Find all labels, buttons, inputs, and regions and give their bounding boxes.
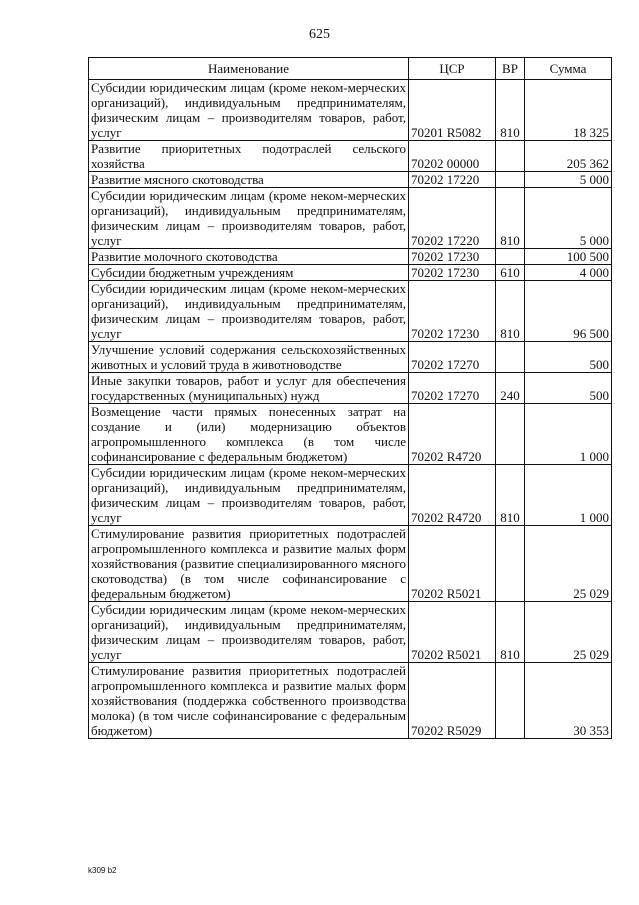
row-sum: 25 029 [525, 526, 612, 602]
row-vr: 240 [496, 373, 525, 404]
table-row [89, 80, 612, 141]
row-sum: 4 000 [525, 265, 612, 281]
row-vr [496, 526, 525, 602]
row-code: 70202 R5021 [409, 526, 496, 602]
row-name: Субсидии юридическим лицам (кроме неком-мерческих организаций), индивидуальным предпринимателям, физическим лицам – производителям товаров, работ, услуг [89, 188, 409, 249]
row-name: Развитие приоритетных подотраслей сельского хозяйства [89, 141, 409, 172]
row-vr [496, 663, 525, 739]
row-code: 70202 17270 [409, 373, 496, 404]
row-vr: 810 [496, 281, 525, 342]
row-code: 70202 17230 [409, 249, 496, 265]
row-name: Субсидии юридическим лицам (кроме неком-мерческих организаций), индивидуальным предпринимателям, физическим лицам – производителям товаров, работ, услуг [89, 281, 409, 342]
row-sum: 205 362 [525, 141, 612, 172]
table-row [89, 188, 612, 249]
row-vr: 810 [496, 80, 525, 141]
row-name: Стимулирование развития приоритетных подотраслей агропромышленного комплекса и развитие малых форм хозяйствования (поддержка собственного производства молока) (в том числе софинансирование с федеральным бюджетом) [89, 663, 409, 739]
table-row [89, 172, 612, 188]
header-code: ЦСР [409, 58, 496, 80]
footer-code: k309 b2 [88, 866, 117, 875]
table-row [89, 602, 612, 663]
table-row [89, 265, 612, 281]
row-name: Субсидии юридическим лицам (кроме неком-мерческих организаций), индивидуальным предпринимателям, физическим лицам – производителям товаров, работ, услуг [89, 602, 409, 663]
row-code: 70202 17230 [409, 281, 496, 342]
table-row [89, 141, 612, 172]
page-number: 625 [309, 27, 330, 42]
table-row [89, 249, 612, 265]
row-sum: 100 500 [525, 249, 612, 265]
row-vr [496, 404, 525, 465]
row-vr [496, 342, 525, 373]
row-code: 70202 17220 [409, 172, 496, 188]
header-vr: ВР [496, 58, 525, 80]
row-name: Возмещение части прямых понесенных затрат на создание и (или) модернизацию объектов агропромышленного комплекса (в том числе софинансирование с федеральным бюджетом) [89, 404, 409, 465]
row-sum: 500 [525, 342, 612, 373]
table-row [89, 281, 612, 342]
row-code: 70202 17230 [409, 265, 496, 281]
table-row [89, 526, 612, 602]
table-row [89, 342, 612, 373]
row-vr [496, 172, 525, 188]
row-code: 70202 17270 [409, 342, 496, 373]
row-vr: 810 [496, 188, 525, 249]
row-code: 70202 R5021 [409, 602, 496, 663]
row-sum: 30 353 [525, 663, 612, 739]
row-vr: 610 [496, 265, 525, 281]
row-vr: 810 [496, 602, 525, 663]
table-body [89, 80, 612, 739]
row-sum: 96 500 [525, 281, 612, 342]
row-name: Развитие молочного скотоводства [89, 249, 409, 265]
row-sum: 18 325 [525, 80, 612, 141]
row-sum: 1 000 [525, 404, 612, 465]
row-code: 70202 R4720 [409, 404, 496, 465]
row-code: 70202 17220 [409, 188, 496, 249]
table-row [89, 663, 612, 739]
row-name: Развитие мясного скотоводства [89, 172, 409, 188]
table-row [89, 465, 612, 526]
row-sum: 1 000 [525, 465, 612, 526]
row-code: 70201 R5082 [409, 80, 496, 141]
header-name: Наименование [89, 58, 409, 80]
row-name: Субсидии бюджетным учреждениям [89, 265, 409, 281]
budget-table [88, 57, 612, 739]
row-code: 70202 00000 [409, 141, 496, 172]
row-sum: 25 029 [525, 602, 612, 663]
row-code: 70202 R5029 [409, 663, 496, 739]
row-code: 70202 R4720 [409, 465, 496, 526]
row-name: Иные закупки товаров, работ и услуг для обеспечения государственных (муниципальных) нужд [89, 373, 409, 404]
row-sum: 500 [525, 373, 612, 404]
row-vr [496, 141, 525, 172]
row-sum: 5 000 [525, 188, 612, 249]
row-sum: 5 000 [525, 172, 612, 188]
header-sum: Сумма [525, 58, 612, 80]
row-name: Улучшение условий содержания сельскохозяйственных животных и условий труда в животноводстве [89, 342, 409, 373]
row-name: Субсидии юридическим лицам (кроме неком-мерческих организаций), индивидуальным предпринимателям, физическим лицам – производителям товаров, работ, услуг [89, 80, 409, 141]
row-vr: 810 [496, 465, 525, 526]
row-name: Субсидии юридическим лицам (кроме неком-мерческих организаций), индивидуальным предпринимателям, физическим лицам – производителям товаров, работ, услуг [89, 465, 409, 526]
table-row [89, 373, 612, 404]
row-name: Стимулирование развития приоритетных подотраслей агропромышленного комплекса и развитие малых форм хозяйствования (развитие специализированного мясного скотоводства) (в том числе софинансирование с федеральным бюджетом) [89, 526, 409, 602]
row-vr [496, 249, 525, 265]
table-header-row [89, 58, 612, 80]
table-row [89, 404, 612, 465]
